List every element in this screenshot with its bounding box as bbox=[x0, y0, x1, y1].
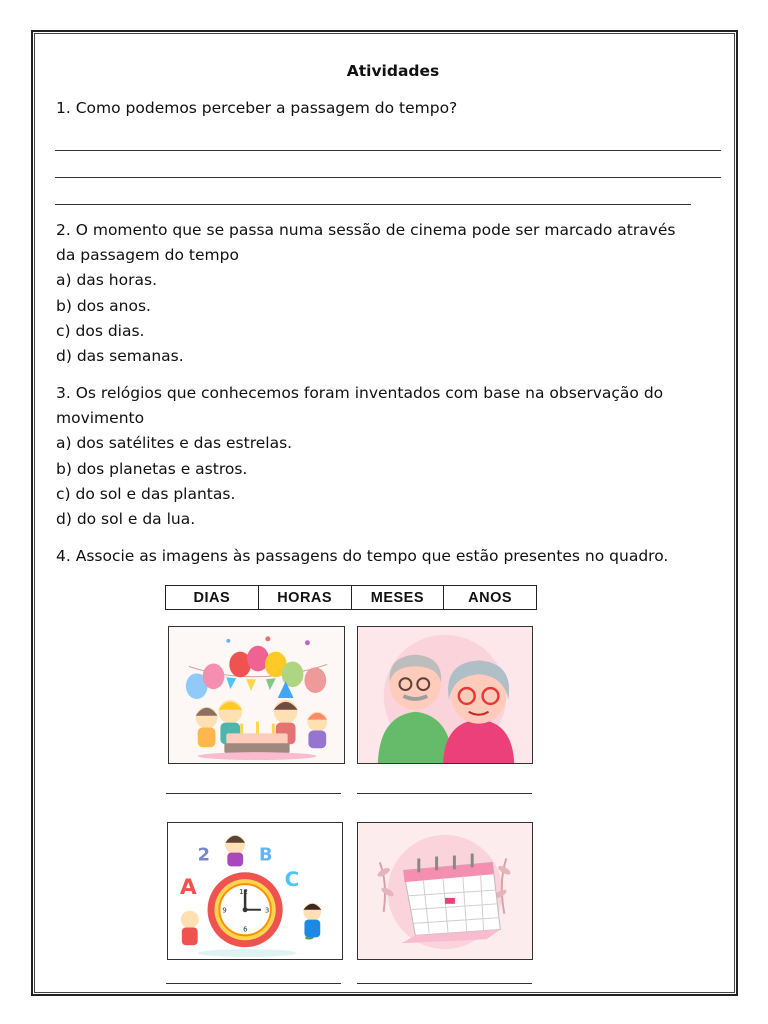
svg-text:6: 6 bbox=[243, 925, 248, 934]
table-cell-dias: DIAS bbox=[166, 586, 259, 609]
birthday-party-image bbox=[168, 626, 345, 764]
answer-line-image-1[interactable] bbox=[166, 793, 341, 794]
q2-option-c: c) dos dias. bbox=[56, 322, 145, 340]
table-cell-horas: HORAS bbox=[259, 586, 352, 609]
q3-option-a: a) dos satélites e das estrelas. bbox=[56, 434, 293, 452]
q2-option-a: a) das horas. bbox=[56, 271, 157, 289]
answer-line-image-4[interactable] bbox=[357, 983, 532, 984]
q3-option-d: d) do sol e da lua. bbox=[56, 510, 196, 528]
question-3-line-1: 3. Os relógios que conhecemos foram inventados com base na observação do bbox=[56, 384, 664, 402]
svg-text:A: A bbox=[179, 874, 197, 900]
question-2-line-2: da passagem do tempo bbox=[56, 246, 239, 264]
q3-option-c: c) do sol e das plantas. bbox=[56, 485, 236, 503]
question-2-line-1: 2. O momento que se passa numa sessão de cinema pode ser marcado através bbox=[56, 221, 676, 239]
question-4: 4. Associe as imagens às passagens do tempo que estão presentes no quadro. bbox=[56, 547, 669, 565]
table-cell-anos: ANOS bbox=[468, 589, 513, 606]
svg-text:3: 3 bbox=[264, 906, 270, 915]
svg-text:9: 9 bbox=[222, 906, 227, 915]
table-cell-meses: MESES bbox=[352, 586, 445, 609]
q2-option-b: b) dos anos. bbox=[56, 297, 151, 315]
question-3-line-2: movimento bbox=[56, 409, 145, 427]
answer-line-image-3[interactable] bbox=[166, 983, 341, 984]
svg-text:C: C bbox=[284, 868, 300, 892]
answer-line-1[interactable] bbox=[55, 150, 721, 151]
children-clock-image bbox=[167, 822, 343, 960]
time-units-table bbox=[165, 585, 537, 610]
answer-line-2[interactable] bbox=[55, 177, 721, 178]
answer-line-3[interactable] bbox=[55, 204, 691, 205]
page-title: Atividades bbox=[346, 62, 440, 80]
svg-text:2: 2 bbox=[197, 845, 211, 866]
q3-option-b: b) dos planetas e astros. bbox=[56, 460, 248, 478]
q2-option-d: d) das semanas. bbox=[56, 347, 184, 365]
calendar-image bbox=[357, 822, 533, 960]
svg-text:12: 12 bbox=[239, 887, 248, 896]
answer-line-image-2[interactable] bbox=[357, 793, 532, 794]
svg-text:B: B bbox=[258, 845, 273, 866]
question-1: 1. Como podemos perceber a passagem do tempo? bbox=[56, 99, 458, 117]
elderly-couple-image bbox=[357, 626, 533, 764]
